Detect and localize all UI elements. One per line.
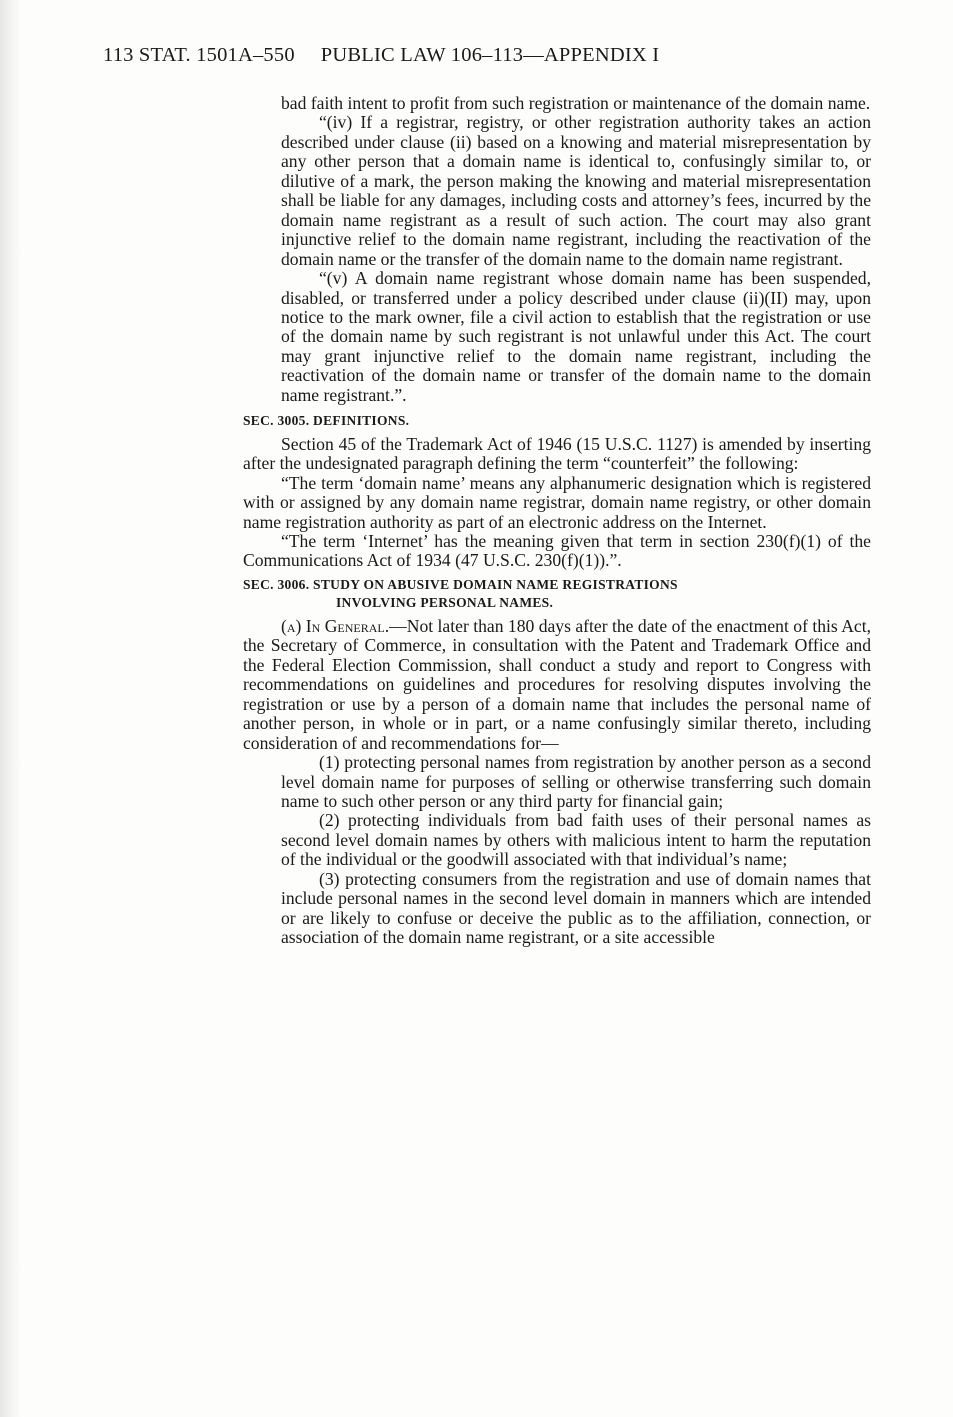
paragraph-clause-iv: “(iv) If a registrar, registry, or other registration authority takes an action described under clause (ii) based on a knowing and material misrepresentation by any other person that a domain name is identical to, confusingly similar to, or dilutive of a mark, the person making the knowing and material misrepresentation shall be liable for any damages, including costs and attorney’s fees, incurred by the domain name registrant as a result of such action. The court may also grant injunctive relief to the domain name registrant, including the reactivation of the domain name or the transfer of the domain name to the domain name registrant. bbox=[281, 112, 871, 269]
paragraph: bad faith intent to profit from such registration or maintenance of the domain name. bbox=[281, 93, 871, 113]
paragraph-subsection-a bbox=[243, 617, 871, 753]
paragraph-internet-definition: “The term ‘Internet’ has the meaning given that term in section 230(f)(1) of the Communications Act of 1934 (47 U.S.C. 230(f)(1)).”. bbox=[243, 530, 871, 571]
list-item: (2) protecting individuals from bad faith uses of their personal names as second level domain names by others with malicious intent to harm the reputation of the individual or the goodwill associated with that individual’s name; bbox=[281, 810, 871, 870]
subsection-label: (a) In General. bbox=[281, 615, 390, 636]
public-law-title: PUBLIC LAW 106–113—APPENDIX I bbox=[320, 44, 660, 66]
section-heading-3006 bbox=[243, 576, 871, 612]
list-item: (1) protecting personal names from registration by another person as a second level domain name for purposes of selling or otherwise transferring such domain name to such other person or any third party for financial gain; bbox=[281, 752, 871, 811]
page-gutter bbox=[0, 0, 22, 1417]
paragraph-clause-v: “(v) A domain name registrant whose domain name has been suspended, disabled, or transferred under a policy described under clause (ii)(II) may, upon notice to the mark owner, file a civil action to establish that the registration or use of the domain name by such registrant is not unlawful under this Act. The court may grant injunctive relief to the domain name registrant, including the reactivation of the domain name or transfer of the domain name to the domain name registrant.”. bbox=[281, 268, 871, 405]
running-header bbox=[103, 44, 659, 67]
statute-citation: 113 STAT. 1501A–550 bbox=[103, 44, 295, 66]
paragraph: Section 45 of the Trademark Act of 1946 (15 U.S.C. 1127) is amended by inserting after the undesignated paragraph defining the term “counterfeit” the following: bbox=[243, 433, 871, 474]
section-heading-line: INVOLVING PERSONAL NAMES. bbox=[336, 594, 554, 610]
page-body bbox=[243, 94, 871, 948]
paragraph-domain-name-definition: “The term ‘domain name’ means any alphanumeric designation which is registered with or assigned by any domain name registrar, domain name registry, or other domain name registration authority as part of an electronic address on the Internet. bbox=[243, 472, 871, 532]
section-heading-3005: SEC. 3005. DEFINITIONS. bbox=[243, 413, 410, 429]
section-heading-line: SEC. 3006. STUDY ON ABUSIVE DOMAIN NAME REGISTRATIONS bbox=[243, 576, 678, 592]
subsection-text: —Not later than 180 days after the date of the enactment of this Act, the Secretary of Commerce, in consultation with the Patent and Trademark Office and the Federal Election Commission, shall conduct a study and report to Congress with recommendations on guidelines and procedures for resolving disputes involving the registration or use by a person of a domain name that includes the personal name of another person, in whole or in part, or a name confusingly similar thereto, including consideration of and recommendations for— bbox=[243, 615, 871, 753]
list-item: (3) protecting consumers from the registration and use of domain names that include personal names in the second level domain in manners which are intended or are likely to confuse or deceive the public as to the affiliation, connection, or association of the domain name registrant, or a site accessible bbox=[281, 868, 871, 948]
